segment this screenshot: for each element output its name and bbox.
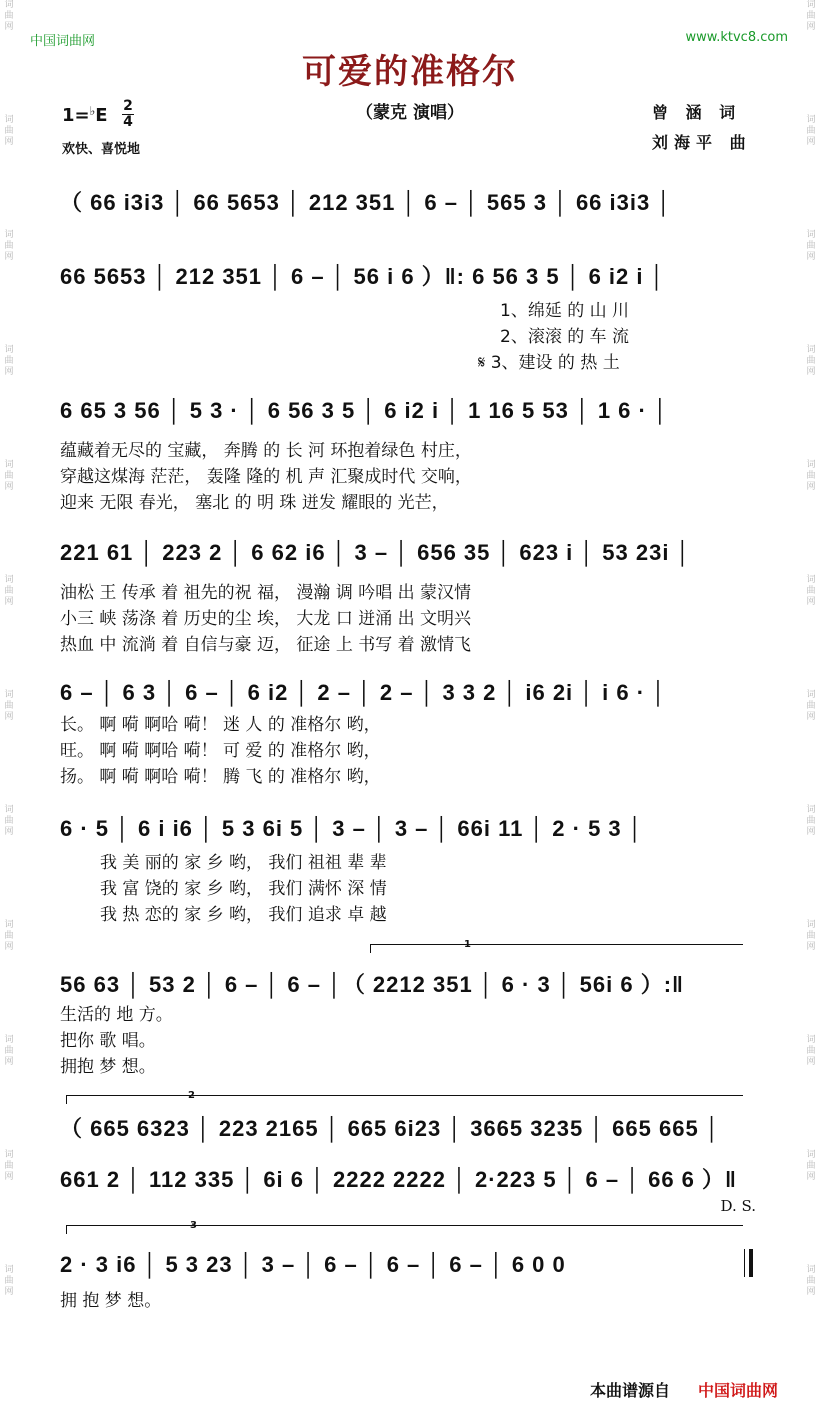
watermark-char: 词 xyxy=(806,1150,816,1160)
watermark-char: 曲 xyxy=(4,1046,14,1056)
watermark-char: 曲 xyxy=(4,241,14,251)
watermark-char: 网 xyxy=(4,712,14,722)
watermark-char: 网 xyxy=(806,1287,816,1297)
watermark-char: 词 xyxy=(4,1265,14,1275)
watermark-char: 网 xyxy=(806,22,816,32)
score-row-3: 6 65 3 56 │ 5 3 · │ 6 56 3 5 │ 6 i2 i │ 1 16 5 53 │ 1 6 · │ xyxy=(60,398,669,423)
watermark-char: 网 xyxy=(806,137,816,147)
watermark-char: 曲 xyxy=(4,356,14,366)
watermark-char: 曲 xyxy=(4,126,14,136)
lyric-row-3c: 迎来 无限 春光， 塞北 的 明 珠 迸发 耀眼的 光芒， xyxy=(60,493,449,513)
score-row-9: 661 2 │ 112 335 │ 6i 6 │ 2222 2222 │ 2·223 5 │ 6 – │ 66 6 ）‖ xyxy=(60,1167,737,1192)
lyric-row-7c: 拥抱 梦 想。 xyxy=(60,1057,156,1077)
watermark-char: 网 xyxy=(806,827,816,837)
score-row-10: 2 · 3 i6 │ 5 3 23 │ 3 – │ 6 – │ 6 – │ 6 – │ 6 0 0 xyxy=(60,1252,566,1277)
score-row-8: （ 665 6323 │ 223 2165 │ 665 6i23 │ 3665 3235 │ 665 665 │ xyxy=(60,1116,721,1141)
left-watermark-strip xyxy=(0,0,18,1424)
watermark-char: 曲 xyxy=(806,1161,816,1171)
watermark-char: 词 xyxy=(4,1035,14,1045)
lyric-row-6c: 我 热 恋的 家 乡 哟， 我们 追求 卓 越 xyxy=(100,905,387,925)
watermark-char: 网 xyxy=(4,482,14,492)
watermark-char: 词 xyxy=(4,115,14,125)
tempo-marking: 欢快、喜悦地 xyxy=(62,142,141,157)
volta-bracket-3 xyxy=(66,1225,743,1234)
watermark-char: 曲 xyxy=(4,586,14,596)
watermark-char: 曲 xyxy=(806,931,816,941)
composer-credit: 刘海平 曲 xyxy=(652,133,752,152)
watermark-char: 曲 xyxy=(806,586,816,596)
watermark-char: 词 xyxy=(4,575,14,585)
lyric-row-4a: 油松 王 传承 着 祖先的祝 福， 漫瀚 调 吟唱 出 蒙汉情 xyxy=(60,583,472,603)
lyric-row-10: 拥 抱 梦 想。 xyxy=(60,1291,162,1311)
watermark-char: 网 xyxy=(806,367,816,377)
watermark-char: 词 xyxy=(806,230,816,240)
lyric-row-3a: 蕴藏着无尽的 宝藏， 奔腾 的 长 河 环抱着绿色 村庄， xyxy=(60,441,472,461)
volta-bracket-2 xyxy=(66,1095,743,1104)
footer-source-label: 本曲谱源自 xyxy=(590,1381,671,1400)
watermark-char: 网 xyxy=(4,942,14,952)
watermark-char: 网 xyxy=(4,137,14,147)
lyric-verse1-intro: 1、绵延 的 山 川 xyxy=(500,301,630,321)
volta-bracket-1 xyxy=(370,944,743,953)
right-watermark-strip xyxy=(802,0,820,1424)
site-name-left[interactable]: 中国词曲网 xyxy=(30,34,96,49)
watermark-char: 词 xyxy=(4,0,14,10)
watermark-char: 词 xyxy=(806,1265,816,1275)
meter-bottom: 4 xyxy=(123,114,133,130)
watermark-char: 网 xyxy=(4,827,14,837)
key-signature xyxy=(62,104,108,126)
time-signature xyxy=(122,99,134,130)
score-row-1: （ 66 i3i3 │ 66 5653 │ 212 351 │ 6 – │ 565 3 │ 66 i3i3 │ xyxy=(60,190,673,215)
watermark-char: 曲 xyxy=(4,1161,14,1171)
lyric-row-5c: 扬。 啊 嗬 啊哈 嗬！ 腾 飞 的 准格尔 哟， xyxy=(60,767,381,787)
watermark-char: 曲 xyxy=(806,471,816,481)
watermark-char: 词 xyxy=(4,920,14,930)
score-row-4: 221 61 │ 223 2 │ 6 62 i6 │ 3 – │ 656 35 │ 623 i │ 53 23i │ xyxy=(60,540,692,565)
watermark-char: 词 xyxy=(806,690,816,700)
watermark-char: 网 xyxy=(806,252,816,262)
watermark-char: 词 xyxy=(806,575,816,585)
lyricist-credit: 曾 涵 词 xyxy=(652,103,742,122)
watermark-char: 网 xyxy=(4,597,14,607)
meter-top: 2 xyxy=(123,98,133,114)
watermark-char: 曲 xyxy=(806,816,816,826)
watermark-char: 曲 xyxy=(4,701,14,711)
lyric-verse3-intro: 𝄋 3、建设 的 热 土 xyxy=(478,353,620,373)
score-row-7: 56 63 │ 53 2 │ 6 – │ 6 – │（ 2212 351 │ 6 · 3 │ 56i 6 ）:‖ xyxy=(60,972,684,997)
lyric-row-5b: 旺。 啊 嗬 啊哈 嗬！ 可 爱 的 准格尔 哟， xyxy=(60,741,381,761)
lyric-row-4c: 热血 中 流淌 着 自信与豪 迈， 征途 上 书写 着 激情飞 xyxy=(60,635,472,655)
watermark-char: 词 xyxy=(806,920,816,930)
song-title: 可爱的准格尔 xyxy=(302,52,518,92)
score-row-5: 6 – │ 6 3 │ 6 – │ 6 i2 │ 2 – │ 2 – │ 3 3 2 │ i6 2i │ i 6 · │ xyxy=(60,680,667,705)
score-row-6: 6 · 5 │ 6 i i6 │ 5 3 6i 5 │ 3 – │ 3 – │ 66i 11 │ 2 · 5 3 │ xyxy=(60,816,644,841)
watermark-char: 曲 xyxy=(4,11,14,21)
watermark-char: 曲 xyxy=(4,1276,14,1286)
watermark-char: 词 xyxy=(806,805,816,815)
watermark-char: 曲 xyxy=(806,1276,816,1286)
watermark-char: 网 xyxy=(4,1287,14,1297)
key-prefix: 1= xyxy=(62,105,90,126)
watermark-char: 网 xyxy=(4,252,14,262)
watermark-char: 词 xyxy=(806,460,816,470)
watermark-char: 词 xyxy=(806,115,816,125)
watermark-char: 曲 xyxy=(806,356,816,366)
watermark-char: 网 xyxy=(806,597,816,607)
watermark-char: 网 xyxy=(806,482,816,492)
lyric-row-3b: 穿越这煤海 茫茫， 轰隆 隆的 机 声 汇聚成时代 交响， xyxy=(60,467,472,487)
lyric-verse2-intro: 2、滚滚 的 车 流 xyxy=(500,327,630,347)
watermark-char: 网 xyxy=(4,367,14,377)
watermark-char: 网 xyxy=(4,1057,14,1067)
watermark-char: 曲 xyxy=(806,241,816,251)
watermark-char: 曲 xyxy=(806,11,816,21)
watermark-char: 网 xyxy=(806,942,816,952)
watermark-char: 词 xyxy=(4,805,14,815)
footer-source-site[interactable]: 中国词曲网 xyxy=(698,1381,779,1400)
watermark-char: 曲 xyxy=(806,1046,816,1056)
performer-line: （蒙克 演唱） xyxy=(356,103,464,123)
watermark-char: 曲 xyxy=(4,471,14,481)
watermark-char: 词 xyxy=(4,230,14,240)
site-url-right[interactable]: www.ktvc8.com xyxy=(685,30,788,45)
watermark-char: 网 xyxy=(806,1172,816,1182)
watermark-char: 词 xyxy=(4,1150,14,1160)
volta-number-1: 1 xyxy=(464,939,471,950)
volta-number-3: 3 xyxy=(190,1220,197,1231)
watermark-char: 词 xyxy=(4,460,14,470)
watermark-char: 网 xyxy=(4,1172,14,1182)
lyric-row-6a: 我 美 丽的 家 乡 哟， 我们 祖祖 辈 辈 xyxy=(100,853,387,873)
watermark-char: 词 xyxy=(4,345,14,355)
watermark-char: 词 xyxy=(806,1035,816,1045)
lyric-row-7b: 把你 歌 唱。 xyxy=(60,1031,156,1051)
watermark-char: 曲 xyxy=(806,126,816,136)
da-segno: D. S. xyxy=(720,1197,756,1215)
key-note: E xyxy=(95,105,108,126)
lyric-row-6b: 我 富 饶的 家 乡 哟， 我们 满怀 深 情 xyxy=(100,879,387,899)
watermark-char: 词 xyxy=(4,690,14,700)
watermark-char: 词 xyxy=(806,345,816,355)
watermark-char: 网 xyxy=(4,22,14,32)
lyric-row-7a: 生活的 地 方。 xyxy=(60,1005,173,1025)
watermark-char: 曲 xyxy=(806,701,816,711)
score-row-2: 66 5653 │ 212 351 │ 6 – │ 56 i 6 ）‖: 6 56 3 5 │ 6 i2 i │ xyxy=(60,264,666,289)
watermark-char: 曲 xyxy=(4,816,14,826)
watermark-char: 曲 xyxy=(4,931,14,941)
watermark-char: 词 xyxy=(806,0,816,10)
key-flat: ♭ xyxy=(89,104,96,118)
lyric-row-4b: 小三 峡 荡涤 着 历史的尘 埃， 大龙 口 迸涌 出 文明兴 xyxy=(60,609,472,629)
final-barline xyxy=(744,1249,754,1277)
watermark-char: 网 xyxy=(806,1057,816,1067)
watermark-char: 网 xyxy=(806,712,816,722)
volta-number-2: 2 xyxy=(188,1090,195,1101)
lyric-row-5a: 长。 啊 嗬 啊哈 嗬！ 迷 人 的 准格尔 哟， xyxy=(60,715,381,735)
